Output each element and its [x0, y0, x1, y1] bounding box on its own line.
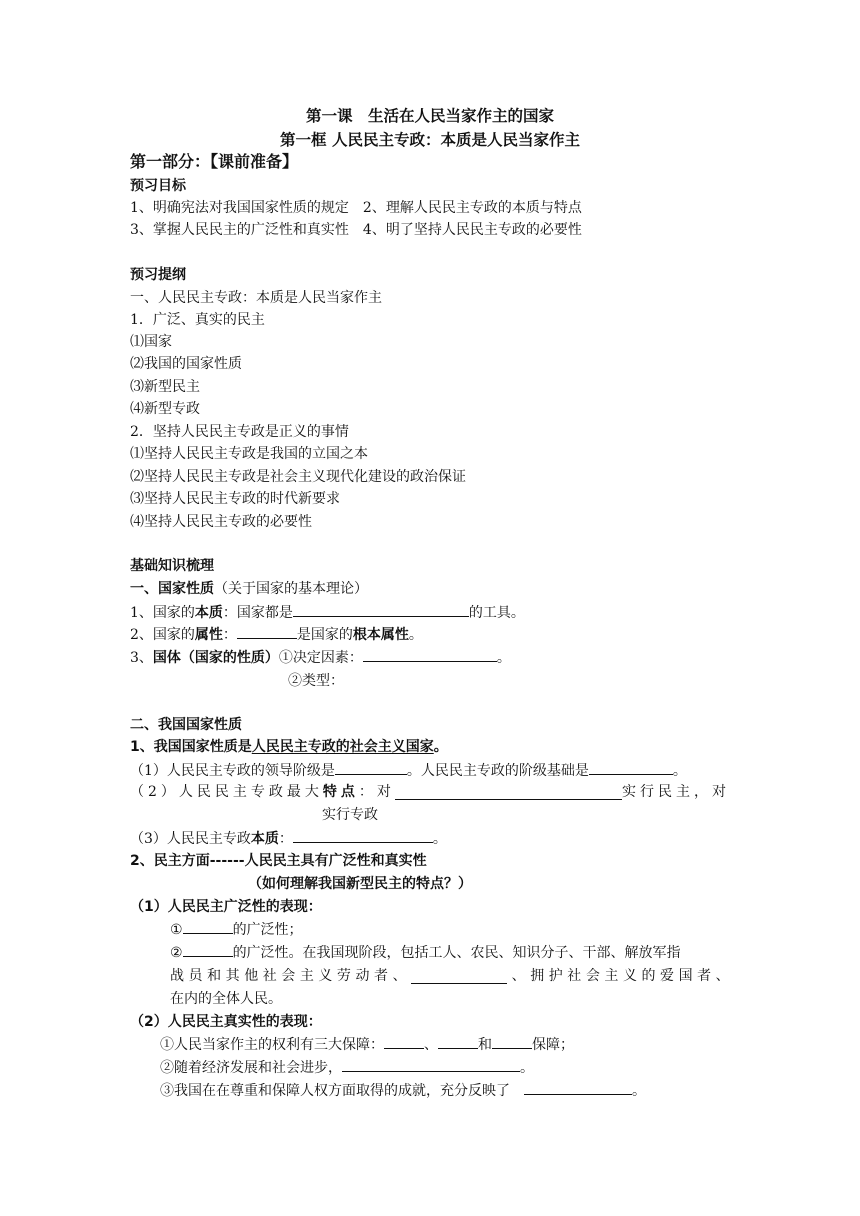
text: 动 — [355, 968, 370, 984]
breadth-item-2 — [170, 942, 681, 963]
text: 。人民民主专政的阶级基础是 — [406, 763, 589, 779]
fill-blank[interactable] — [293, 828, 433, 843]
text: 员 — [188, 968, 203, 984]
text: （1）人民民主专政的领导阶级是 — [130, 763, 335, 779]
outline-item: ⑴坚持人民民主专政是我国的立国之本 — [130, 446, 368, 462]
section1-note: （关于国家的基本理论） — [214, 581, 368, 597]
keyword: 属性 — [194, 627, 223, 643]
text: 其 — [225, 968, 240, 984]
outline-item: ⑶新型民主 — [130, 379, 200, 395]
text: ：国家都是 — [222, 605, 293, 621]
democracy-subheading: （如何理解我国新型民主的特点？） — [248, 876, 472, 892]
text: 1、我国国家性质是 — [130, 739, 252, 755]
state-system-line — [130, 647, 511, 668]
outline-item: ⑵坚持人民民主专政是社会主义现代化建设的政治保证 — [130, 469, 466, 485]
text: 者 — [374, 968, 389, 984]
fill-blank[interactable] — [411, 969, 507, 984]
text: 。 — [672, 763, 687, 779]
outline-item: 一、人民民主专政：本质是人民当家作主 — [130, 290, 382, 306]
text: 拥 — [530, 968, 545, 984]
part1-title: 第一部分：【课前准备】 — [130, 152, 299, 171]
section1-title: 一、国家性质 — [130, 581, 214, 597]
goal-line: 3、掌握人民民主的广泛性和真实性 4、明了坚持人民民主专政的必要性 — [130, 222, 582, 238]
fill-blank[interactable] — [492, 1034, 532, 1049]
outline-item: 2．坚持人民民主专政是正义的事情 — [130, 424, 349, 440]
text: ：对 — [358, 784, 395, 800]
text: 的广泛性； — [232, 922, 303, 938]
text: 、 — [511, 968, 526, 984]
fill-blank[interactable] — [183, 919, 233, 934]
text: 义 — [318, 968, 333, 984]
text: ② — [170, 945, 183, 961]
text: 社 — [567, 968, 582, 984]
text: 实行民主，对 — [622, 784, 730, 800]
breadth-item-1 — [170, 919, 303, 940]
text: 社 — [262, 968, 277, 984]
goals-heading: 预习目标 — [130, 178, 186, 194]
fill-blank[interactable] — [335, 760, 407, 775]
text: 。 — [520, 1060, 534, 1076]
outline-item: ⑴国家 — [130, 334, 172, 350]
basics-heading: 基础知识梳理 — [130, 558, 214, 574]
outline-item: ⑵我国的国家性质 — [130, 356, 242, 372]
breadth-title: （1）人民民主广泛性的表现： — [130, 899, 322, 915]
text: 会 — [585, 968, 600, 984]
text: 保障； — [532, 1037, 574, 1053]
keyword: 国体（国家的性质） — [152, 650, 279, 666]
reality-item-3 — [160, 1080, 646, 1101]
section1-title-line — [130, 579, 368, 599]
keyword: 本质 — [250, 831, 279, 847]
fill-blank[interactable] — [183, 942, 233, 957]
breadth-item-2-end: 在内的全体人民。 — [170, 991, 282, 1007]
state-essence-line — [130, 602, 525, 623]
fill-blank[interactable] — [395, 785, 622, 800]
feature-line — [130, 782, 730, 802]
our-state-nature-line — [130, 737, 448, 757]
text: 主 — [299, 968, 314, 984]
reality-item-2 — [160, 1057, 534, 1078]
text: 。 — [632, 1083, 646, 1099]
text: ： — [278, 831, 293, 847]
underlined-answer: 人民民主专政的社会主义国家 — [251, 739, 434, 755]
reality-item-1 — [160, 1034, 574, 1055]
text: 战 — [170, 968, 184, 984]
state-attribute-line — [130, 624, 423, 645]
breadth-item-2-cont — [170, 966, 730, 986]
keyword: 根本属性 — [352, 627, 409, 643]
text: 和 — [478, 1037, 492, 1053]
outline-item: ⑷坚持人民民主专政的必要性 — [130, 514, 312, 530]
text: ①决定因素： — [278, 650, 363, 666]
text: 护 — [548, 968, 563, 984]
text: ①人民当家作主的权利有三大保障： — [160, 1037, 384, 1053]
text: 、 — [424, 1037, 438, 1053]
fill-blank[interactable] — [363, 647, 497, 662]
fill-blank[interactable] — [237, 624, 297, 639]
keyword: 本质 — [194, 605, 223, 621]
keyword: 特点 — [322, 784, 359, 800]
reality-title: （2）人民民主真实性的表现： — [130, 1014, 322, 1030]
outline-item: 1．广泛、真实的民主 — [130, 312, 265, 328]
text: 、 — [392, 968, 407, 984]
text: ： — [222, 627, 237, 643]
text: ②随着经济发展和社会进步， — [160, 1060, 342, 1076]
feature-line-cont: 实行专政 — [322, 807, 378, 823]
text: ① — [170, 922, 183, 938]
text: 的 — [641, 968, 656, 984]
state-type-line: ②类型： — [288, 673, 344, 689]
fill-blank[interactable] — [293, 602, 469, 617]
text: 义 — [622, 968, 637, 984]
leading-class-line — [130, 760, 687, 781]
text: 的工具。 — [468, 605, 525, 621]
text: 。 — [408, 627, 423, 643]
text: （2）人民民主专政最大 — [130, 784, 323, 800]
section2-title: 二、我国国家性质 — [130, 717, 242, 733]
text: 。 — [432, 831, 447, 847]
text: 和 — [207, 968, 222, 984]
text: 是国家的 — [296, 627, 353, 643]
text: ③我国在在尊重和保障人权方面取得的成就，充分反映了 — [160, 1083, 524, 1099]
text: 。 — [496, 650, 511, 666]
text: 。 — [433, 739, 448, 755]
text: 的广泛性。在我国现阶段，包括工人、农民、知识分子、干部、解放军指 — [232, 945, 681, 961]
text: 爱 — [660, 968, 675, 984]
text: （3）人民民主专政 — [130, 831, 251, 847]
fill-blank[interactable] — [589, 760, 673, 775]
outline-heading: 预习提纲 — [130, 267, 186, 283]
text: 会 — [281, 968, 296, 984]
fill-blank[interactable] — [342, 1057, 520, 1072]
outline-item: ⑶坚持人民民主专政的时代新要求 — [130, 491, 340, 507]
text: 2、国家的 — [130, 627, 195, 643]
frame-title: 第一框 人民民主专政：本质是人民当家作主 — [280, 131, 580, 149]
fill-blank[interactable] — [384, 1034, 424, 1049]
outline-item: ⑷新型专政 — [130, 401, 200, 417]
fill-blank[interactable] — [524, 1080, 632, 1095]
essence-line — [130, 828, 447, 849]
text: 劳 — [336, 968, 351, 984]
text: 国 — [678, 968, 693, 984]
democracy-heading: 2、民主方面------人民民主具有广泛性和真实性 — [130, 853, 427, 869]
text: 3、 — [130, 650, 153, 666]
fill-blank[interactable] — [438, 1034, 478, 1049]
text: 1、国家的 — [130, 605, 195, 621]
goal-line: 1、明确宪法对我国国家性质的规定 2、理解人民民主专政的本质与特点 — [130, 200, 582, 216]
text: 、 — [715, 968, 730, 984]
text: 主 — [604, 968, 619, 984]
text: 者 — [697, 968, 712, 984]
text: 他 — [244, 968, 259, 984]
lesson-title: 第一课 生活在人民当家作主的国家 — [305, 107, 554, 125]
